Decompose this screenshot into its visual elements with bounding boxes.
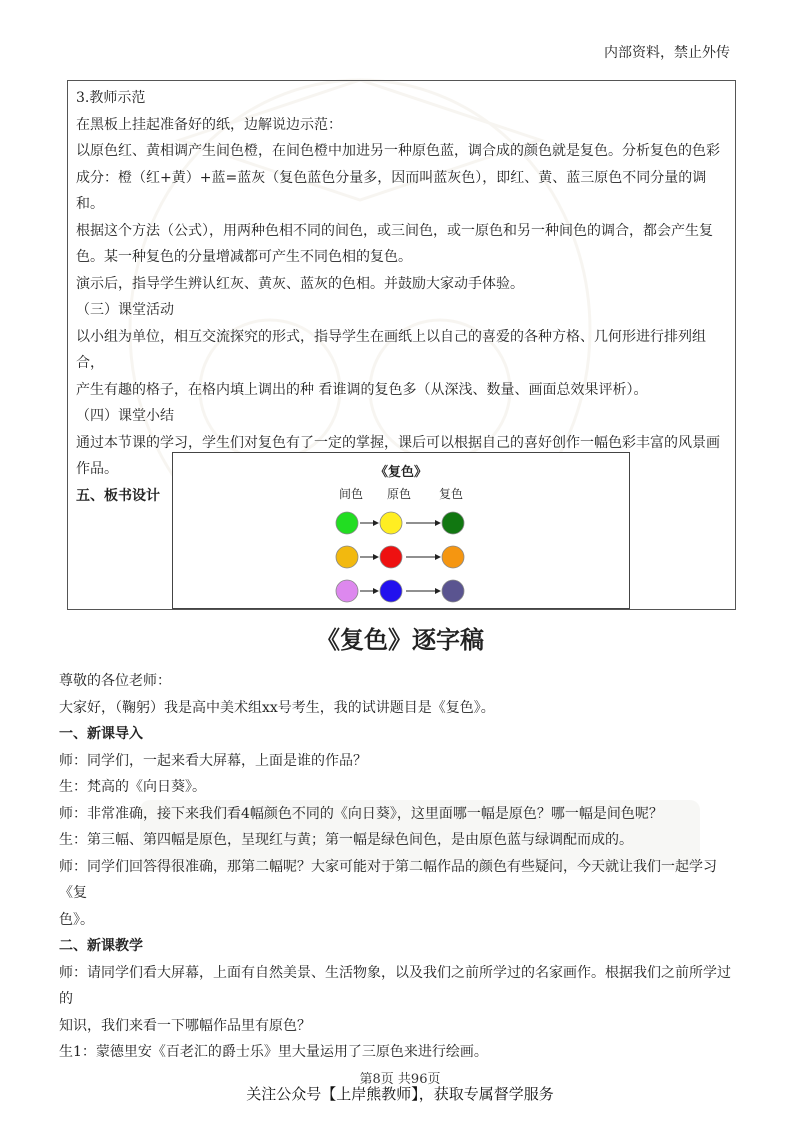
lesson-paragraph: （四）课堂小结 (76, 408, 174, 424)
lesson-paragraph: 作品。 (76, 461, 118, 477)
column-label-compound: 复色 (439, 487, 464, 501)
transcript-line: 生：第三幅、第四幅是原色，呈现红与黄；第一幅是绿色间色，是由原色蓝与绿调配而成的。 (59, 832, 633, 848)
page-number: 第8页 共96页 (359, 1072, 441, 1087)
column-label-secondary: 间色 (339, 487, 364, 501)
lesson-plan-box (67, 80, 736, 610)
transcript-line: 知识，我们来看一下哪幅作品里有原色？ (59, 1017, 311, 1034)
compound-color-circle (442, 512, 464, 534)
lesson-paragraph: 演示后，指导学生辨认红灰、黄灰、蓝灰的色相。并鼓励大家动手体验。 (76, 275, 524, 292)
section-heading: 二、新课教学 (59, 938, 143, 954)
lesson-paragraph: （三）课堂活动 (76, 302, 174, 318)
diagram-title: 《复色》 (374, 465, 427, 480)
transcript-line: 生：梵高的《向日葵》。 (59, 779, 206, 795)
lesson-paragraph: 通过本节课的学习，学生们对复色有了一定的掌握，课后可以根据自己的喜好创作一幅色彩丰富的风景画 (76, 434, 720, 451)
compound-color-circle (442, 546, 464, 568)
color-mixing-rows (173, 453, 631, 610)
section-heading: 一、新课导入 (59, 726, 143, 742)
column-label-primary: 原色 (387, 487, 412, 501)
transcript-line: 师：同学们回答得很准确，那第二幅呢？大家可能对于第二幅作品的颜色有些疑问，今天就让我们一起学习《复 (59, 858, 717, 901)
primary-color-circle (380, 512, 402, 534)
primary-color-circle (380, 546, 402, 568)
transcript-line: 师：同学们，一起来看大屏幕，上面是谁的作品？ (59, 752, 367, 769)
lesson-paragraph: 在黑板上挂起准备好的纸，边解说边示范： (76, 116, 342, 133)
lesson-paragraph: 3.教师示范 (76, 90, 146, 106)
transcript-line: 师：请同学们看大屏幕，上面有自然美景、生活物象，以及我们之前所学过的名家画作。根据我们之前所学过的 (59, 964, 731, 1007)
transcript-line: 师：非常准确，接下来我们看4幅颜色不同的《向日葵》，这里面哪一幅是原色？哪一幅是间色呢？ (59, 805, 663, 822)
secondary-color-circle (336, 512, 358, 534)
lesson-plan-text (76, 85, 728, 509)
lesson-paragraph: 根据这个方法（公式），用两种色相不同的间色，或三间色，或一原色和另一种间色的调合，都会产生复 (76, 222, 713, 239)
transcript-line: 色》。 (59, 911, 94, 928)
lesson-paragraph: 产生有趣的格子，在格内填上调出的种 看谁调的复色多（从深浅、数量、画面总效果评析）。 (76, 381, 648, 398)
transcript-line: 大家好，（鞠躬）我是高中美术组xx号考生，我的试讲题目是《复色》。 (59, 699, 495, 716)
footer-promo: 关注公众号【上岸熊教师】，获取专属督学服务 (246, 1085, 554, 1103)
transcript-text (59, 668, 743, 1066)
transcript-line: 生1：蒙德里安《百老汇的爵士乐》里大量运用了三原色来进行绘画。 (59, 1044, 488, 1060)
confidential-note: 内部资料，禁止外传 (604, 45, 730, 61)
lesson-paragraph: 色。某一种复色的分量增减都可产生不同色相的复色。 (76, 249, 412, 265)
section-heading: 五、板书设计 (76, 487, 160, 504)
compound-color-circle (442, 580, 464, 602)
board-design-diagram (172, 452, 630, 609)
lesson-paragraph: 成分：橙（红+黄）+蓝=蓝灰（复色蓝色分量多，因而叫蓝灰色），即红、黄、蓝三原色不同分量的调和。 (76, 169, 707, 212)
secondary-color-circle (336, 580, 358, 602)
secondary-color-circle (336, 546, 358, 568)
lesson-paragraph: 以小组为单位，相互交流探究的形式，指导学生在画纸上以自己的喜爱的各种方格、几何形进行排列组合， (76, 328, 706, 371)
lesson-paragraph: 以原色红、黄相调产生间色橙，在间色橙中加进另一种原色蓝，调合成的颜色就是复色。分析复色的色彩 (76, 143, 720, 159)
primary-color-circle (380, 580, 402, 602)
transcript-line: 尊敬的各位老师： (59, 673, 171, 689)
page-title: 《复色》逐字稿 (316, 626, 484, 654)
